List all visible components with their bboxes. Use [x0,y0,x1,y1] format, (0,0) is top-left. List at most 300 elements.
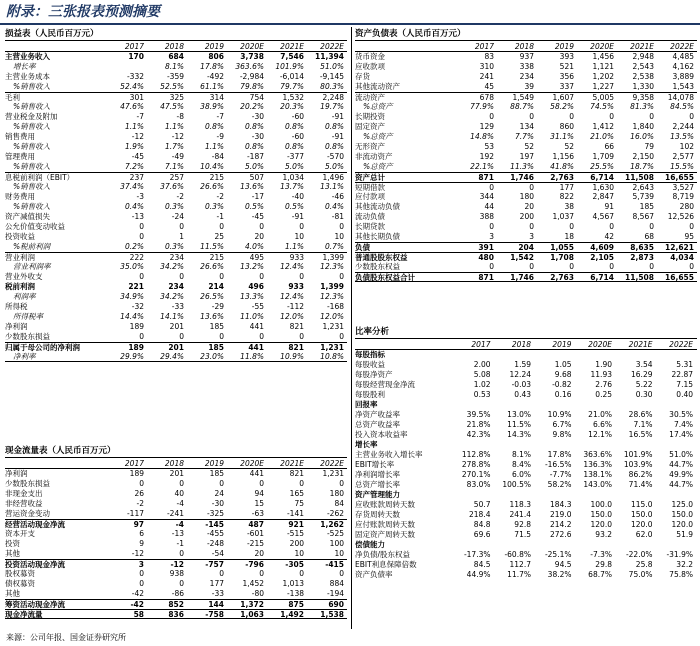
row-value-cell: -2 [216,192,224,201]
row-value-cell: 871 [478,273,494,281]
row-value-cell: 1.05 [554,360,572,369]
row-value-cell: 0 [179,222,184,231]
row-value-cell: 97 [133,520,144,529]
row-value-cell: 16,655 [665,173,694,182]
row-value-cell: 1,840 [632,122,654,131]
row-value-cell: 4.0% [244,242,264,251]
row-value-cell: 125.0 [671,500,693,509]
row-value-cell: 13.6% [240,182,264,191]
row-label: 应付账款周转天数 [355,520,415,529]
row-value-cell: 7.2% [124,162,144,171]
row-value-cell: -81 [331,212,344,221]
row-value-cell: 68.7% [588,570,612,579]
table-row [5,212,347,222]
header-spacer [5,41,105,51]
table-row [5,182,347,192]
row-label: 净利润 [5,322,28,331]
row-value-cell: 363.6% [583,450,612,459]
row-value-cell [654,540,695,550]
row-value-cell: 47.6% [120,102,144,111]
row-value-cell: 0.4% [324,202,344,211]
row-value-cell: -60.8% [504,550,531,559]
row-value-cell: 6,714 [590,273,614,281]
row-value-cell: 278.8% [461,460,491,469]
row-value-cell: 100.0 [590,500,612,509]
row-value-cell: 860 [559,122,574,131]
row-value-cell: 100 [329,539,344,548]
row-value-cell: 16,655 [665,273,694,281]
row-value-cell: 21.8% [466,420,491,429]
row-value-cell: 1,372 [240,600,264,609]
table-row [355,380,697,390]
table-row [5,332,347,342]
row-value-cell: 0.8% [324,122,344,131]
row-label: 其他流动资产 [355,82,400,91]
row-value-cell: 12.0% [280,312,304,321]
row-value-cell: 1,399 [320,282,344,291]
row-value-cell: 3,889 [672,72,694,81]
row-value-cell: -4 [176,499,184,508]
row-value-cell: 62.0 [635,530,653,539]
row-value-cell: 189 [129,322,144,331]
row-value-cell: 185 [639,202,654,211]
row-value-cell: 270.1% [461,470,491,479]
row-label: 主营业务收入 [5,52,50,61]
row-value-cell: 0 [489,183,494,192]
ratio-analysis-rows [355,350,697,580]
row-value-cell: 441 [249,322,264,331]
row-label: 每股收益 [355,360,385,369]
row-value-cell: -12 [131,549,144,558]
year-header-cell: 2017 [471,340,491,349]
ratio-analysis-title: 比率分析 [355,325,697,339]
table-row [355,112,697,122]
row-value-cell: 1,121 [592,62,614,71]
income-statement-panel [5,27,347,362]
row-label: %销售收入 [13,82,51,91]
row-value-cell: 13.1% [320,182,344,191]
row-value-cell: 22.1% [470,162,494,171]
row-value-cell: 165 [289,489,304,498]
table-row [355,182,697,192]
row-value-cell: 17.8% [200,62,224,71]
row-value-cell: 3 [489,232,494,241]
row-value-cell: 80.3% [320,82,344,91]
row-value-cell: 2,150 [632,152,654,161]
row-value-cell: 0 [219,222,224,231]
row-value-cell: 52 [524,142,534,151]
row-value-cell: 218.4 [469,510,491,519]
row-value-cell: 1,542 [510,253,534,262]
row-value-cell: 112.7 [509,560,531,569]
row-value-cell: 0.8% [284,122,304,131]
row-value-cell: -33 [211,589,224,598]
row-value-cell: 0 [609,112,614,121]
row-value-cell: 66 [604,142,614,151]
year-header-cell: 2018 [514,42,534,51]
row-value-cell: 134 [519,122,534,131]
row-value-cell: -415 [325,560,344,569]
row-value-cell: 42.3% [466,430,491,439]
row-value-cell: 393 [559,52,574,61]
row-value-cell: 51.9 [676,530,693,539]
source-note: 来源：公司年报、国金证券研究所 [6,633,126,642]
row-value-cell: 5.0% [324,162,344,171]
row-value-cell: 2,105 [590,253,614,262]
row-label: 资产总计 [355,173,385,182]
row-value-cell: 5.31 [676,360,693,369]
row-value-cell: -2,984 [239,72,264,81]
table-row [355,370,697,380]
table-row [355,262,697,272]
table-row [5,559,347,569]
row-value-cell: 0 [179,479,184,488]
row-value-cell: 31.1% [550,132,574,141]
row-value-cell: 0 [609,222,614,231]
row-label: 短期借款 [355,183,385,192]
section-header-row [355,400,697,410]
row-label: 固定资产 [355,122,385,131]
row-value-cell: 34.2% [160,292,184,301]
row-value-cell: 1,037 [552,212,574,221]
row-label: 所得税率 [13,312,43,321]
table-row [355,212,697,222]
row-value-cell: 507 [249,173,264,182]
row-value-cell: -6,014 [279,72,304,81]
row-label: %销售收入 [13,182,51,191]
table-row [5,282,347,292]
row-value-cell: -80 [251,589,264,598]
row-value-cell: 821 [288,343,304,352]
year-header-cell: 2019 [554,42,574,51]
row-value-cell: 0.4% [124,202,144,211]
row-value-cell: 129 [479,122,494,131]
row-value-cell: 0 [219,479,224,488]
row-value-cell: 14.8% [470,132,494,141]
row-value-cell: 1,532 [282,93,304,102]
table-row [5,312,347,322]
header-spacer [355,41,455,51]
row-value-cell: -13 [171,529,184,538]
row-value-cell: 20 [254,549,264,558]
row-value-cell: 0 [649,112,654,121]
row-value-cell: -42 [131,589,144,598]
year-header-cell: 2019 [552,340,572,349]
row-value-cell: 495 [249,253,264,262]
row-value-cell: 84 [334,499,344,508]
row-label: 每股指标 [355,350,385,359]
row-value-cell: 1.1% [164,122,184,131]
table-row [5,589,347,599]
row-value-cell: -40 [291,192,304,201]
row-label: 非经营收益 [5,499,43,508]
row-label: 财务费用 [5,192,35,201]
balance-sheet-rows [355,52,697,282]
row-value-cell: 0.25 [595,390,612,399]
row-value-cell: 61.1% [200,82,224,91]
row-value-cell: 8,635 [630,243,654,252]
row-value-cell: 49.9% [669,470,693,479]
table-row [355,410,697,420]
row-value-cell: 136.3% [583,460,612,469]
row-value-cell: -31.9% [666,550,693,559]
row-value-cell: 91 [604,202,614,211]
row-value-cell: 28.6% [628,410,653,419]
row-value-cell: 14,078 [667,93,694,102]
row-value-cell: 2,543 [632,62,654,71]
row-value-cell: 13.6% [200,312,224,321]
row-value-cell: -9 [216,132,224,141]
row-value-cell: 30.5% [669,410,693,419]
row-value-cell: 38 [564,202,574,211]
row-value-cell: 138.1% [583,470,612,479]
row-value-cell: 185 [208,343,224,352]
row-value-cell: 185 [209,322,224,331]
table-row [355,102,697,112]
row-value-cell: 521 [559,62,574,71]
row-value-cell: 1.59 [514,360,531,369]
year-header-cell: 2017 [124,459,144,468]
row-value-cell: 215 [209,173,224,182]
row-value-cell: 1.9% [124,142,144,151]
row-label: 营运资金变动 [5,509,50,518]
row-value-cell: 1,496 [322,173,344,182]
row-value-cell: 14.3% [507,430,531,439]
row-value-cell: 0.53 [473,390,491,399]
row-value-cell: 0 [489,262,494,271]
row-value-cell: 120.0 [671,520,693,529]
row-value-cell: 0.40 [676,390,693,399]
row-value-cell: -525 [326,529,344,538]
row-label: 资本开支 [5,529,35,538]
row-value-cell: -7 [136,112,144,121]
row-label: 资产负债率 [355,570,393,579]
row-value-cell: 937 [519,52,534,61]
row-value-cell: 52.5% [160,82,184,91]
row-value-cell: 933 [289,253,304,262]
header-spacer [5,458,105,468]
table-row [5,272,347,282]
row-value-cell: 3,527 [672,183,694,192]
row-value-cell: 189 [128,343,144,352]
row-value-cell: 84.5% [670,102,694,111]
row-value-cell [532,400,573,410]
row-value-cell: -0.82 [552,380,572,389]
row-value-cell: 75.0% [628,570,653,579]
row-value-cell: -168 [326,302,344,311]
row-value-cell: 177 [559,183,574,192]
table-row [355,520,697,530]
row-value-cell: 2.00 [473,360,491,369]
row-value-cell: 86.2% [628,470,653,479]
row-value-cell: 120.0 [590,520,612,529]
row-value-cell: 1.1% [124,122,144,131]
table-row [5,352,347,362]
row-value-cell: 234 [169,253,184,262]
row-value-cell [532,540,573,550]
row-value-cell: -30 [251,112,264,121]
row-label: 每股股利 [355,390,385,399]
row-value-cell [573,490,614,500]
row-value-cell: 11.93 [590,370,612,379]
row-label: 所得税 [5,302,28,311]
table-row [5,62,347,72]
ratio-year-header [355,339,697,350]
row-value-cell: -30 [211,499,224,508]
row-value-cell: 12.4% [280,262,304,271]
row-value-cell: 933 [288,282,304,291]
row-value-cell: 0 [529,262,534,271]
row-label: 投资活动现金净流 [5,560,65,569]
row-value-cell: 83.0% [466,480,491,489]
row-value-cell: 1,630 [592,183,614,192]
row-value-cell: 79.8% [240,82,264,91]
row-value-cell: 0 [569,112,574,121]
row-value-cell: 22.87 [671,370,693,379]
row-label: 债权募资 [5,579,35,588]
section-header-row [355,540,697,550]
row-value-cell [492,400,533,410]
table-row [355,162,697,172]
row-value-cell: 684 [168,52,184,61]
row-value-cell: 185 [209,469,224,478]
row-value-cell [573,400,614,410]
row-value-cell: -60 [291,112,304,121]
row-value-cell: 10.9% [280,352,304,361]
table-row [5,469,347,479]
income-statement-title: 损益表（人民币百万元） [5,27,347,41]
row-label: 长期贷款 [355,222,385,231]
row-value-cell [613,400,654,410]
row-value-cell: 16.5% [628,430,653,439]
row-label: %税前利润 [13,242,51,251]
table-row [5,192,347,202]
row-value-cell: 214 [208,282,224,291]
table-row [5,122,347,132]
row-value-cell: 852 [168,600,184,609]
row-value-cell: 4,609 [590,243,614,252]
row-value-cell: 5,005 [592,93,614,102]
row-value-cell: 441 [249,469,264,478]
row-value-cell [532,440,573,450]
row-value-cell: 20.2% [240,102,264,111]
row-value-cell: 234 [168,282,184,291]
row-value-cell: 310 [479,62,494,71]
row-value-cell: 0 [259,479,264,488]
row-label: 资产减值损失 [5,212,50,221]
row-value-cell: 13.0% [507,410,531,419]
table-row [5,252,347,262]
row-value-cell: 12.0% [320,312,344,321]
row-value-cell: 51.0% [669,450,693,459]
row-value-cell: 4,567 [592,212,614,221]
row-value-cell: 9.8% [552,430,572,439]
row-value-cell [613,440,654,450]
row-value-cell: -91 [291,212,304,221]
row-value-cell: 1,412 [592,122,614,131]
row-value-cell: 58 [133,610,144,618]
row-value-cell: 13.7% [280,182,304,191]
table-row [355,132,697,142]
row-value-cell: 18.7% [630,162,654,171]
row-label: 税前利润 [5,282,35,291]
row-value-cell: -145 [205,520,224,529]
row-value-cell: -117 [126,509,144,518]
row-value-cell: 42 [604,232,614,241]
row-value-cell: 88.7% [510,102,534,111]
table-row [355,272,697,282]
row-label: 应收款项 [355,62,385,71]
row-value-cell: 0 [299,569,304,578]
row-value-cell: 16.29 [631,370,653,379]
table-row [5,242,347,252]
row-value-cell: 0 [179,579,184,588]
year-header-cell: 2020E [588,340,612,349]
year-header-cell: 2019 [204,42,224,51]
row-value-cell: 34.2% [160,262,184,271]
row-value-cell: 1,262 [320,520,344,529]
row-value-cell: 84.5 [473,560,491,569]
section-header-row [355,490,697,500]
year-header-cell: 2018 [164,459,184,468]
row-value-cell: 6.6% [592,420,612,429]
row-value-cell: 12,526 [667,212,694,221]
ratio-analysis-panel [355,325,697,580]
row-value-cell: 0 [179,549,184,558]
row-value-cell: 1,452 [242,579,264,588]
row-value-cell: 222 [129,253,144,262]
table-row [5,52,347,62]
row-value-cell: 280 [679,202,694,211]
row-value-cell: 38.9% [200,102,224,111]
row-label: 净负债/股东权益 [355,550,411,559]
row-value-cell: 40 [174,489,184,498]
row-value-cell: 0 [259,222,264,231]
row-value-cell: 0.8% [324,142,344,151]
row-value-cell: 1,013 [282,579,304,588]
year-header-cell: 2022E [669,340,693,349]
row-label: 净利润增长率 [355,470,400,479]
row-value-cell: 39.5% [466,410,491,419]
row-value-cell: -30 [251,132,264,141]
table-row [355,252,697,262]
table-row [5,72,347,82]
row-value-cell: 0 [139,332,144,341]
row-value-cell: 10.8% [320,352,344,361]
row-value-cell: 0 [689,262,694,271]
row-value-cell: 11.7% [507,570,531,579]
row-value-cell: 201 [169,322,184,331]
row-value-cell: 8.4% [511,460,531,469]
header-spacer [355,339,451,349]
row-value-cell: 7,546 [280,52,304,61]
row-value-cell: -32 [131,302,144,311]
row-value-cell: 241.4 [509,510,531,519]
year-header-cell: 2020E [240,42,264,51]
row-label: EBIT利息保障倍数 [355,560,417,569]
row-value-cell: 3,738 [240,52,264,61]
row-value-cell: 1,063 [240,610,264,618]
row-value-cell: 11,508 [625,173,654,182]
row-value-cell: 192 [479,152,494,161]
row-value-cell: 441 [248,343,264,352]
row-value-cell: -60 [291,132,304,141]
row-value-cell: 200 [519,212,534,221]
table-row [5,579,347,589]
row-value-cell: -248 [206,539,224,548]
table-row [5,232,347,242]
row-value-cell: 1,746 [510,173,534,182]
